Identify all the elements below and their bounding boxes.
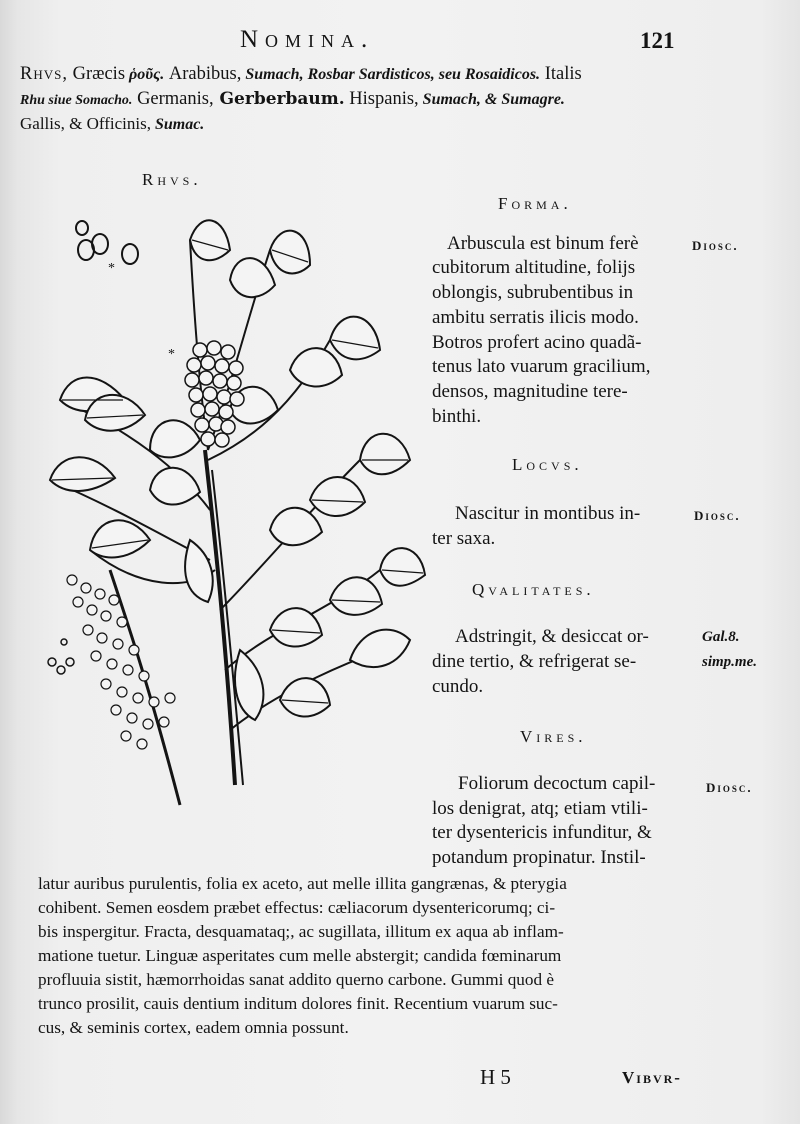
page-number: 121 <box>640 28 675 53</box>
forma-line-8: binthi. <box>432 406 482 427</box>
forma-margin-note: Diosc. <box>692 238 739 253</box>
gallis-words: Gallis, & Officinis, <box>20 114 151 133</box>
nomina-line-2 <box>20 87 565 113</box>
forma-line-4: ambitu serratis ilicis modo. <box>432 307 639 328</box>
vires-margin-note: Diosc. <box>706 780 753 795</box>
locus-margin-note: Diosc. <box>694 508 741 523</box>
locus-heading: Locvs. <box>512 455 583 474</box>
plant-caption: Rhvs. <box>142 170 202 189</box>
svg-text:*: * <box>108 261 115 276</box>
qualitates-heading: Qvalitates. <box>472 580 595 599</box>
forma-line-5: Botros profert acino quadã- <box>432 332 642 353</box>
catchword: Vibvr- <box>622 1068 682 1087</box>
rhus-woodcut-illustration <box>30 210 430 810</box>
nomina-line-3 <box>20 112 204 137</box>
vires-full-line-7: cus, & seminis cortex, eadem omnia possunt. <box>38 1018 349 1037</box>
vires-line-2: los denigrat, atq; etiam vtili- <box>432 798 648 819</box>
italian-names: Rhu siue Somacho. <box>20 93 133 108</box>
signature-mark: H 5 <box>480 1065 511 1089</box>
vires-heading: Vires. <box>520 727 587 746</box>
vires-full-line-1: latur auribus purulentis, folia ex aceto, aut melle illita gangrænas, & pterygia <box>38 874 567 893</box>
forma-line-1: Arbuscula est binum ferè <box>447 233 639 254</box>
page-title: Nomina. <box>240 26 375 53</box>
vires-line-1: Foliorum decoctum capil- <box>458 773 656 794</box>
qualitates-line-2: dine tertio, & refrigerat se- <box>432 651 637 672</box>
graecis-word: Græcis <box>67 64 126 84</box>
spanish-names: Sumach, & Sumagre. <box>418 91 565 108</box>
greek-name: ῥοῦς. <box>125 66 165 83</box>
arabic-names: Sumach, Rosbar Sardisticos, seu Rosaidicos. <box>241 66 541 83</box>
french-name: Sumac. <box>150 116 205 133</box>
vires-line-3: ter dysentericis infunditur, & <box>432 822 652 843</box>
vires-full-line-3: bis inspergitur. Fracta, desquamataq;, ac sugillata, illitum ex aqua ab inflam- <box>38 922 564 941</box>
forma-heading: Forma. <box>498 194 572 213</box>
arabibus-word: Arabibus, <box>164 64 242 84</box>
german-name: Gerberbaum. <box>213 89 345 109</box>
forma-line-3: oblongis, subrubentibus in <box>432 282 634 303</box>
vires-full-line-2: cohibent. Semen eosdem præbet effectus: cæliacorum dysentericorumq; ci- <box>38 898 556 917</box>
italis-word: Italis <box>540 64 582 84</box>
vires-full-line-4: matione tuetur. Linguæ asperitates cum melle abstergit; candida fœminarum <box>38 946 562 965</box>
vires-full-line-6: trunco prosilit, cauis dentium inditum dolores finit. Recentium vuarum suc- <box>38 994 558 1013</box>
locus-line-1: Nascitur in montibus in- <box>455 503 641 524</box>
rhus-word: Rhvs, <box>20 64 68 84</box>
hispanis-word: Hispanis, <box>344 89 419 109</box>
forma-line-7: densos, magnitudine tere- <box>432 381 628 402</box>
vires-line-4: potandum propinatur. Instil- <box>432 847 646 868</box>
forma-line-2: cubitorum altitudine, folijs <box>432 257 636 278</box>
qualitates-line-1: Adstringit, & desiccat or- <box>455 626 649 647</box>
qualitates-margin-note-1: Gal.8. <box>702 629 740 645</box>
forma-line-6: tenus lato vuarum gracilium, <box>432 356 651 377</box>
qualitates-margin-note-2: simp.me. <box>702 654 757 670</box>
locus-line-2: ter saxa. <box>432 528 496 549</box>
qualitates-line-3: cundo. <box>432 676 484 697</box>
vires-full-line-5: profluuia sistit, hæmorrhoidas sanat addito querno carbone. Gummi quod è <box>38 970 555 989</box>
svg-text:*: * <box>168 347 175 362</box>
nomina-line-1 <box>20 62 582 87</box>
germanis-word: Germanis, <box>132 89 214 109</box>
